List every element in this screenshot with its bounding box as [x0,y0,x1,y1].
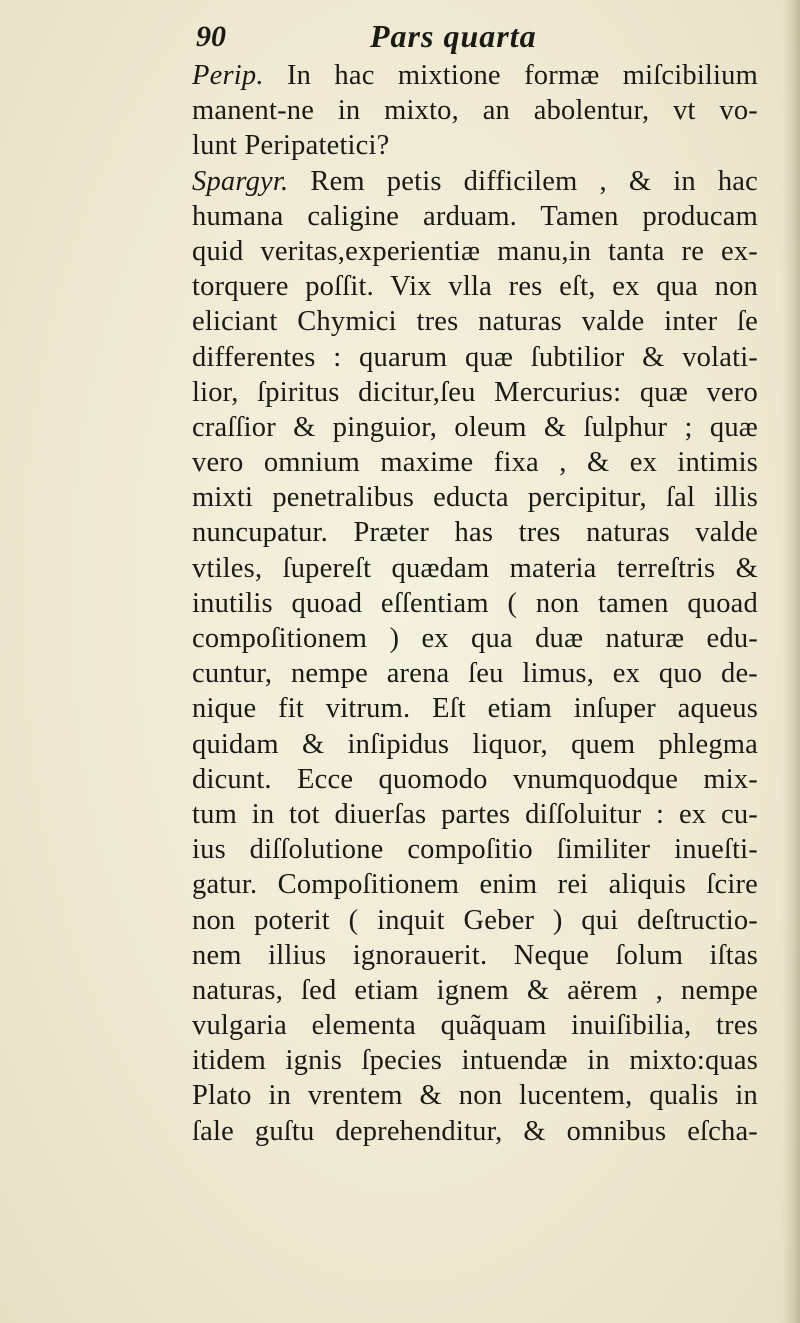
text-line: nem illius ignorauerit. Neque ſolum iſtas [192,939,758,971]
text-line: vulgaria elementa quãquam inuiſibilia, tres [192,1010,758,1042]
text-line: craſſior & pinguior, oleum & ſulphur ; quæ [192,411,758,443]
text-line: mixti penetralibus educta percipitur, ſal illis [192,482,758,514]
page-header [190,12,610,60]
text-line: cuntur, nempe arena ſeu limus, ex quo de- [192,658,758,690]
body-text [192,58,758,1149]
text-line: gatur. Compoſitionem enim rei aliquis ſcire [192,869,758,901]
text-line: itidem ignis ſpecies intuendæ in mixto:quas [192,1045,758,1077]
text-line: naturas, ſed etiam ignem & aërem , nempe [192,974,758,1006]
text-line: lior, ſpiritus dicitur,ſeu Mercurius: quæ vero [192,376,758,408]
page-number: 90 [196,20,226,53]
text-line: Spargyr. Rem petis difficilem , & in hac [192,165,758,197]
text-line: vero omnium maxime fixa , & ex intimis [192,447,758,479]
text-line: dicunt. Ecce quomodo vnumquodque mix- [192,763,758,795]
page-edge-shadow [782,0,800,1323]
text-line: vtiles, ſupereſt quædam materia terreſtris & [192,552,758,584]
text-line: manent-ne in mixto, an abolentur, vt vo- [192,95,758,127]
text-line: quidam & inſipidus liquor, quem phlegma [192,728,758,760]
text-line: quid veritas,experientiæ manu,in tanta re ex- [192,235,758,267]
text-line: eliciant Chymici tres naturas valde inter ſe [192,306,758,338]
text-line: differentes : quarum quæ ſubtilior & volati- [192,341,758,373]
text-line: ius diſſolutione compoſitio ſimiliter inueſti- [192,834,758,866]
text-line: Perip. In hac mixtione formæ miſcibilium [192,60,758,91]
speaker-label: Perip. [192,60,264,91]
text-line: compoſitionem ) ex qua duæ naturæ edu- [192,623,758,654]
text-line: ſale guſtu deprehenditur, & omnibus eſcha- [192,1115,758,1147]
running-head: Pars quarta [370,18,537,54]
text-line: nuncupatur. Præter has tres naturas valde [192,517,758,549]
text-line: non poterit ( inquit Geber ) qui deſtructio- [192,904,758,936]
text-line: Plato in vrentem & non lucentem, qualis in [192,1080,758,1112]
text-line: inutilis quoad eſſentiam ( non tamen quoad [192,587,758,619]
text-line: tum in tot diuerſas partes diſſoluitur : ex cu- [192,798,758,830]
text-line: humana caligine arduam. Tamen producam [192,200,758,232]
text-line: torquere poſſit. Vix vlla res eſt, ex qua non [192,271,758,303]
text-line: nique fit vitrum. Eſt etiam inſuper aqueus [192,693,758,725]
text-line: lunt Peripatetici? [192,130,390,162]
speaker-label: Spargyr. [192,165,289,197]
